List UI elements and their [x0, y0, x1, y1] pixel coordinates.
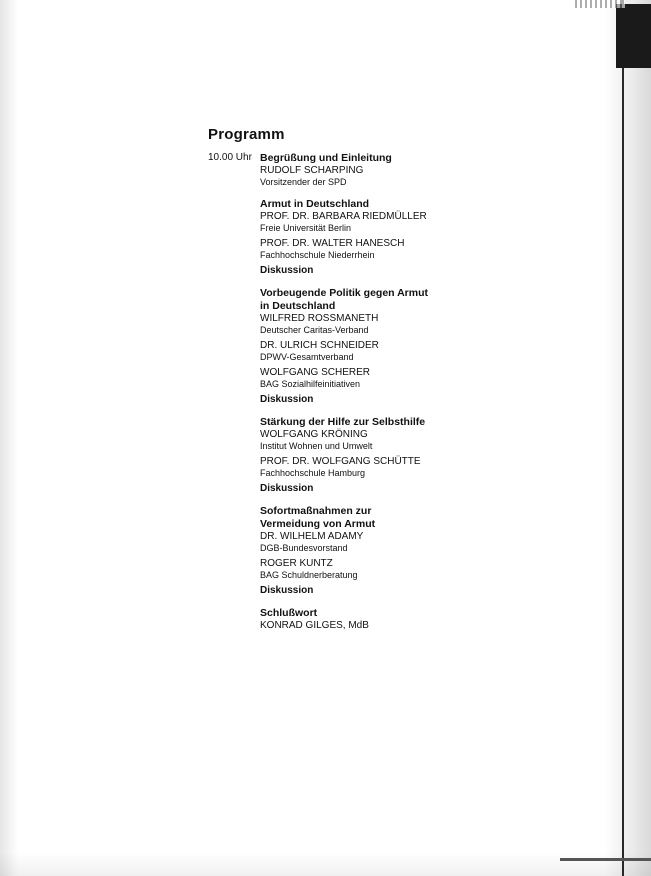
- page-title: Programm: [208, 126, 285, 143]
- speaker: [260, 429, 490, 452]
- session-title-line-1: Vorbeugende Politik gegen Armut: [260, 287, 429, 299]
- speaker: [260, 165, 490, 188]
- speaker-name: RUDOLF SCHARPING: [260, 165, 364, 176]
- speaker-name: DR. ULRICH SCHNEIDER: [260, 340, 379, 351]
- session-selbsthilfe: [260, 416, 490, 495]
- speaker-affiliation: DPWV-Gesamtverband: [260, 352, 354, 362]
- speaker: [260, 367, 490, 390]
- session-title-line-1: Sofortmaßnahmen zur: [260, 505, 372, 517]
- session-armut: [260, 198, 490, 277]
- speaker: [260, 558, 490, 581]
- session-schlusswort: [260, 607, 490, 632]
- speaker-name: PROF. DR. WOLFGANG SCHÜTTE: [260, 456, 421, 467]
- speaker-name: WILFRED ROSSMANETH: [260, 313, 379, 324]
- scan-shadow-left: [0, 0, 18, 876]
- speaker-affiliation: Fachhochschule Niederrhein: [260, 250, 375, 260]
- discussion-label: Diskussion: [260, 483, 314, 494]
- speaker-name: WOLFGANG SCHERER: [260, 367, 371, 378]
- speaker-affiliation: Institut Wohnen und Umwelt: [260, 441, 373, 451]
- speaker: [260, 340, 490, 363]
- scan-shadow-bottom: [0, 852, 651, 876]
- speaker-affiliation: BAG Schuldnerberatung: [260, 570, 358, 580]
- session-vorbeugende-politik: [260, 287, 490, 406]
- speaker-name: DR. WILHELM ADAMY: [260, 531, 364, 542]
- program-list: [260, 152, 490, 642]
- speaker-affiliation: Deutscher Caritas-Verband: [260, 325, 369, 335]
- speaker: [260, 620, 490, 632]
- scan-noise-bottom: [560, 858, 651, 861]
- scan-noise-top: [575, 0, 625, 8]
- speaker-name: ROGER KUNTZ: [260, 558, 333, 569]
- speaker-affiliation: DGB-Bundesvorstand: [260, 543, 348, 553]
- speaker-name: PROF. DR. WALTER HANESCH: [260, 238, 405, 249]
- session-title: Begrüßung und Einleitung: [260, 152, 392, 164]
- speaker: [260, 211, 490, 234]
- speaker: [260, 313, 490, 336]
- speaker-affiliation: BAG Sozialhilfeinitiativen: [260, 379, 361, 389]
- speaker: [260, 456, 490, 479]
- speaker-name: WOLFGANG KRÖNING: [260, 429, 368, 440]
- discussion-label: Diskussion: [260, 265, 314, 276]
- speaker-affiliation: Fachhochschule Hamburg: [260, 468, 366, 478]
- discussion-label: Diskussion: [260, 585, 314, 596]
- session-title: Schlußwort: [260, 607, 318, 619]
- speaker-name: PROF. DR. BARBARA RIEDMÜLLER: [260, 211, 427, 222]
- speaker: [260, 531, 490, 554]
- scan-edge-line: [622, 0, 624, 876]
- speaker-affiliation: Vorsitzender der SPD: [260, 177, 347, 187]
- session-title: Armut in Deutschland: [260, 198, 370, 210]
- session-title-line-2: in Deutschland: [260, 300, 336, 312]
- scan-shadow-right: [604, 0, 651, 876]
- discussion-label: Diskussion: [260, 394, 314, 405]
- session-opening: [260, 152, 490, 188]
- speaker-affiliation: Freie Universität Berlin: [260, 223, 352, 233]
- session-title: Stärkung der Hilfe zur Selbsthilfe: [260, 416, 426, 428]
- session-sofortmassnahmen: [260, 505, 490, 597]
- scan-dark-corner: [616, 4, 651, 68]
- speaker: [260, 238, 490, 261]
- session-title-line-2: Vermeidung von Armut: [260, 518, 376, 530]
- speaker-name: KONRAD GILGES, MdB: [260, 620, 369, 631]
- start-time: 10.00 Uhr: [208, 152, 252, 163]
